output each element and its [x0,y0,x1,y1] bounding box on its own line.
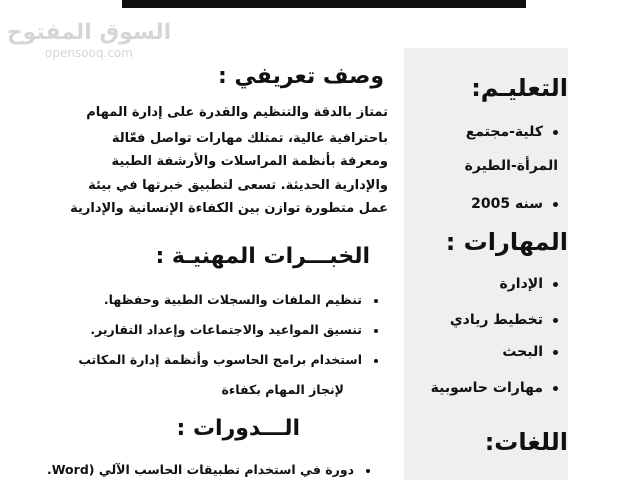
top-decorative-bar [122,0,526,8]
bullet-icon [553,282,558,287]
experience-item-text: استخدام برامج الحاسوب وأنظمة إدارة المكاتب [78,352,362,367]
profile-line: تمتاز بالدقة والتنظيم والقدرة على إدارة المهام [86,105,388,120]
bullet-icon [553,318,558,323]
skills-item [408,276,558,292]
experience-item [8,352,378,367]
bullet-icon [553,386,558,391]
courses-item-text: دورة في استخدام تطبيقات الحاسب الآلي (Word. [46,462,354,477]
sidebar-panel [404,48,568,480]
skills-item [408,344,558,360]
bullet-icon [374,359,378,363]
education-item-text: كلية-مجتمع [465,124,543,140]
skills-heading: المهارات : [445,228,568,256]
experience-item-continued: لإنجاز المهام بكفاءة [221,382,344,397]
education-heading: التعليـم: [471,74,568,102]
opensooq-watermark [4,20,174,60]
skills-item [408,380,558,396]
experience-item [8,292,378,307]
profile-heading: وصف تعريفي : [218,64,384,89]
bullet-icon [553,130,558,135]
education-item [408,124,558,140]
languages-heading: اللغات: [484,428,568,456]
experience-item-text: تنظيم الملفات والسجلات الطبية وحفظها. [103,292,362,307]
skills-item-text: مهارات حاسوبية [430,380,543,396]
profile-line: عمل متطورة توازن بين الكفاءة الإنسانية والإدارية [70,201,388,216]
watermark-english-text: opensooq.com [45,46,133,60]
experience-heading: الخبـــرات المهنيـة : [155,244,370,269]
courses-item [0,462,370,477]
skills-item-text: البحث [502,344,543,360]
watermark-arabic-text: السوق المفتوح [6,20,172,45]
bullet-icon [553,350,558,355]
skills-item [408,312,558,328]
profile-line: باحترافية عالية، تمتلك مهارات تواصل فعّالة [111,131,388,146]
education-item-text: سنه 2005 [471,196,543,212]
skills-item-text: الإدارة [499,276,543,292]
bullet-icon [374,299,378,303]
education-item-continued: المرأة-الطيرة [464,158,558,174]
profile-line: ومعرفة بأنظمة المراسلات والأرشفة الطبية [111,154,388,169]
courses-heading: الـــدورات : [176,416,300,441]
profile-line: والإدارية الحديثة. تسعى لتطبيق خبرتها في بيئة [88,178,388,193]
bullet-icon [366,469,370,473]
bullet-icon [553,202,558,207]
education-item [408,196,558,212]
bullet-icon [374,329,378,333]
skills-item-text: تخطيط ريادي [449,312,543,328]
experience-item [8,322,378,337]
experience-item-text: تنسيق المواعيد والاجتماعات وإعداد التقارير. [90,322,362,337]
